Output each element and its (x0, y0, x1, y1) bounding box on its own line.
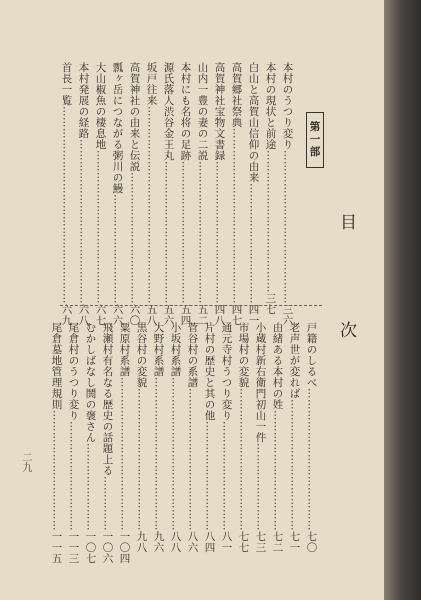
toc-entry-upper: 坂戸往来………………………………………………五八 (145, 62, 158, 326)
page-number: 二九 (20, 452, 31, 472)
toc-entry-lower: 飛瀬村有名なる歴史の話題上る……………一〇六 (101, 322, 114, 564)
toc-entry-upper: 高賀郷社祭典…………………………………………四七 (230, 62, 243, 326)
toc-entry-upper: 本村のうつり変り……………………………………三六 (281, 62, 294, 326)
toc-entry-lower: 尾倉墓地管理規則……………………………一一五 (50, 322, 63, 564)
toc-entry-upper: 高賀神社の由来と伝説………………………………六〇 (128, 62, 141, 326)
toc-entry-lower: 老声世が変れば………………………………七一 (288, 322, 301, 553)
title-bottom: 次 (340, 321, 357, 341)
toc-entry-lower: 小坂村系譜……………………………………八八 (169, 322, 182, 553)
section-label: 第一部 (306, 112, 324, 168)
toc-entry-lower: 戸籍のしるべ…………………………………七〇 (305, 322, 318, 553)
toc-entry-lower: 大野村系譜……………………………………九六 (152, 322, 165, 553)
toc-entry-upper: 高賀神社宝物文書録…………………………………四八 (213, 62, 226, 326)
toc-entry-upper: 大山椒魚の棲息地……………………………………六七 (94, 62, 107, 326)
toc-entry-lower: 小蔵村新右衛門初山一件……………………七三 (254, 322, 267, 553)
toc-entry-lower: 片村の歴史と其の他…………………………八四 (203, 322, 216, 553)
toc-entry-upper: 首長一覧………………………………………………六九 (60, 62, 73, 326)
toc-entry-lower: 通元寺村うつり変り…………………………八一 (220, 322, 233, 553)
title-top: 目 (340, 213, 357, 233)
toc-entry-lower: 尾倉村のうつり変り…………………………一一三 (67, 322, 80, 564)
toc-entry-lower: 市場村の変貌…………………………………七七 (237, 322, 250, 553)
toc-entry-upper: 白山と高賀山信仰の由来……………………………四一 (247, 62, 260, 326)
toc-entry-upper: 本村発展の経路………………………………………六八 (77, 62, 90, 326)
toc-entry-upper: 瓢ヶ岳につながる粥川の鰻…………………………六六 (111, 62, 124, 326)
section-divider (60, 305, 322, 306)
book-spine-shadow (384, 0, 421, 600)
toc-entry-lower: 粟原村系譜……………………………………一〇四 (118, 322, 131, 564)
toc-entry-lower: 菅谷村の系譜…………………………………八六 (186, 322, 199, 553)
toc-entry-upper: 源氏落人渋谷金王丸…………………………………五六 (162, 62, 175, 326)
toc-entry-upper: 山内一豊の妻の二説…………………………………五二 (196, 62, 209, 326)
toc-entry-upper: 本村の現状と前途…………………………………三七 (264, 62, 277, 315)
toc-entry-lower: 黒谷村の変貌…………………………………九八 (135, 322, 148, 553)
toc-entry-upper: 本村にも名将の足跡…………………………………五四 (179, 62, 192, 326)
toc-entry-lower: 由緒ある本村の姓……………………………七二 (271, 322, 284, 553)
toc-entry-lower: むかしばなし鬨の褒さん……………………一〇七 (84, 322, 97, 564)
